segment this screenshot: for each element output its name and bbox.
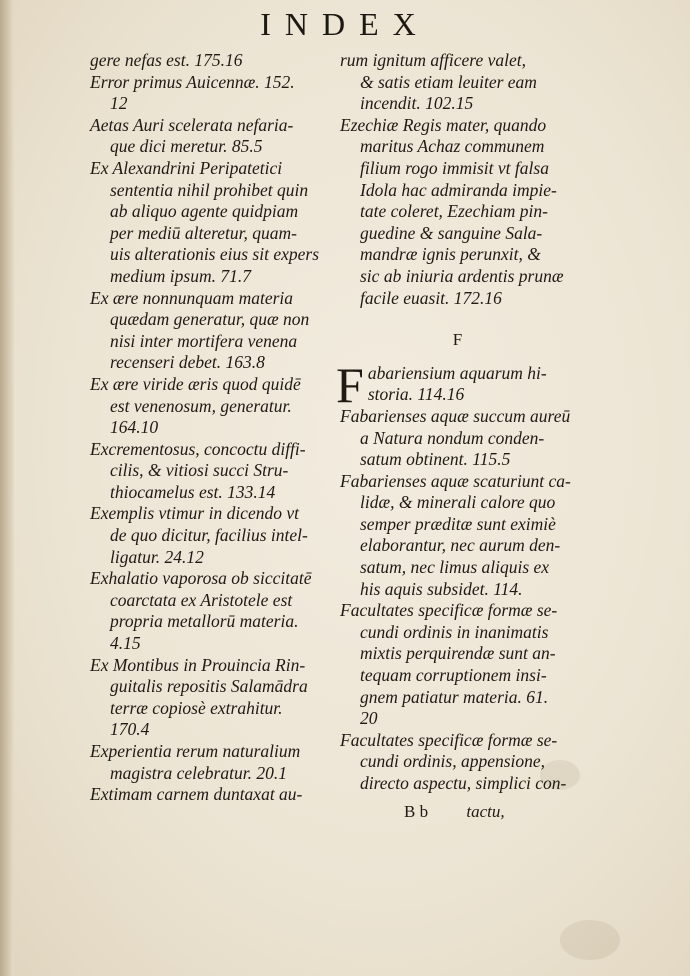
index-entry-line: Exhalatio vaporosa ob siccitatē xyxy=(90,568,312,589)
right-column-e-entries xyxy=(340,50,576,309)
index-entry-line: Facultates specificæ formæ se- xyxy=(340,600,558,621)
index-entry-line: semper præditæ sunt eximiè xyxy=(360,513,556,534)
index-entry xyxy=(90,115,330,158)
index-entry-line: uis alterationis eius sit expers xyxy=(110,244,320,265)
index-entry-line: Ex ære viride æris quod quidē xyxy=(90,373,301,394)
page-gutter xyxy=(0,0,14,976)
index-entry-line: tequam corruptionem insi- xyxy=(360,665,547,686)
index-entry xyxy=(90,50,330,72)
index-entry-line: mandræ ignis perunxit, & xyxy=(360,244,541,265)
index-entry-line: quædam generatur, quæ non xyxy=(110,309,310,330)
index-entry-line: satum obtinent. 115.5 xyxy=(360,449,511,470)
page-footer xyxy=(404,802,505,822)
index-entry xyxy=(90,288,330,374)
index-entry-line: ab aliquo agente quidpiam xyxy=(110,201,299,222)
index-entry-line: elaborantur, nec aurum den- xyxy=(360,535,561,556)
index-entry xyxy=(90,439,330,504)
signature-mark: B b xyxy=(404,802,429,821)
index-entry xyxy=(90,374,330,439)
index-entry xyxy=(90,568,330,654)
index-entry-line: filium rogo immisit vt falsa xyxy=(360,157,549,178)
index-entry-line: que dici meretur. 85.5 xyxy=(110,136,263,157)
index-entry-line: sic ab iniuria ardentis prunæ xyxy=(360,265,564,286)
index-entry-line: Exemplis vtimur in dicendo vt xyxy=(90,503,299,524)
index-entry-line: cundi ordinis, appensione, xyxy=(360,751,546,772)
index-entry-line: Fabarienses aquæ succum aureū xyxy=(340,405,571,426)
index-entry-line: Experientia rerum naturalium xyxy=(90,741,301,761)
index-entry-line: medium ipsum. 71.7 xyxy=(110,265,251,286)
index-entry-line: Extimam carnem duntaxat au- xyxy=(90,784,303,805)
index-entry-line: gnem patiatur materia. 61. xyxy=(360,686,549,707)
index-entry-line: lidæ, & minerali calore quo xyxy=(360,492,556,513)
index-entry-line: & satis etiam leuiter eam xyxy=(360,71,537,92)
index-entry xyxy=(340,471,576,601)
index-entry-line: satum, nec limus aliquis ex xyxy=(360,557,550,578)
index-entry-line: sententia nihil prohibet quin xyxy=(110,179,309,200)
index-entry-line: ligatur. 24.12 xyxy=(110,546,204,567)
index-entry xyxy=(340,115,576,309)
index-entry-line: guedine & sanguine Sala- xyxy=(360,222,543,243)
index-entry xyxy=(90,158,330,288)
index-entry-line: Aetas Auri scelerata nefaria- xyxy=(90,114,294,135)
index-entry-line: Error primus Auicennæ. 152. xyxy=(90,71,295,92)
index-entry-line: gere nefas est. 175.16 xyxy=(90,50,243,70)
index-entry xyxy=(340,363,576,406)
page-stain xyxy=(560,920,620,960)
index-entry-line: nisi inter mortifera venena xyxy=(110,330,298,351)
index-entry-line: 12 xyxy=(110,93,128,114)
index-entry-line: de quo dicitur, facilius intel- xyxy=(110,525,308,546)
index-entry xyxy=(340,406,576,471)
right-column-f-entries xyxy=(340,363,576,795)
left-column xyxy=(90,50,330,806)
catchword: tactu, xyxy=(466,802,505,821)
index-entry-line: 4.15 xyxy=(110,633,141,654)
index-entry-line: Ex ære nonnunquam materia xyxy=(90,287,294,308)
index-entry-line: Facultates specificæ formæ se- xyxy=(340,729,558,750)
index-entry-line: Ex Alexandrini Peripatetici xyxy=(90,157,283,178)
index-entry-line: 164.10 xyxy=(110,417,159,438)
index-entry xyxy=(90,655,330,741)
index-entry-line: 170.4 xyxy=(110,719,150,740)
index-entry xyxy=(90,72,330,115)
index-entry-line: cilis, & vitiosi succi Stru- xyxy=(110,460,289,481)
index-entry-line: abariensium aquarum hi- xyxy=(367,362,547,383)
page-title: INDEX xyxy=(260,6,430,42)
index-entry-line: mixtis perquirendæ sunt an- xyxy=(360,643,556,664)
index-entry-line: terræ copiosè extrahitur. xyxy=(110,697,283,718)
index-entry-line: recenseri debet. 163.8 xyxy=(110,352,265,373)
index-entry-line: magistra celebratur. 20.1 xyxy=(110,762,287,783)
section-letter-f: F xyxy=(452,330,464,350)
index-entry-line: facile euasit. 172.16 xyxy=(360,287,502,308)
index-entry-line: directo aspectu, simplici con- xyxy=(360,773,567,793)
index-entry-line: 20 xyxy=(360,708,378,729)
index-entry xyxy=(340,600,576,730)
index-entry-line: Idola hac admiranda impie- xyxy=(360,179,557,200)
index-entry xyxy=(340,50,576,115)
index-entry-line: a Natura nondum conden- xyxy=(360,427,545,448)
index-entry-line: thiocamelus est. 133.14 xyxy=(110,481,276,502)
index-entry-line: cundi ordinis in inanimatis xyxy=(360,621,549,642)
index-entry xyxy=(340,730,576,795)
index-entry xyxy=(90,741,330,784)
index-entry-line: maritus Achaz communem xyxy=(360,136,545,157)
index-entry-line: incendit. 102.15 xyxy=(360,93,474,114)
index-entry xyxy=(90,503,330,568)
index-entry xyxy=(90,784,330,806)
drop-cap: F xyxy=(336,356,364,413)
index-entry-line: storia. 114.16 xyxy=(367,384,465,405)
index-entry-line: per mediū alteretur, quam- xyxy=(110,222,297,243)
index-entry-line: tate coleret, Ezechiam pin- xyxy=(360,201,548,222)
right-column xyxy=(336,50,576,795)
index-entry-line: Ex Montibus in Prouincia Rin- xyxy=(90,654,306,675)
index-entry-line: coarctata ex Aristotele est xyxy=(110,589,293,610)
index-entry-line: est venenosum, generatur. xyxy=(110,395,292,416)
index-entry-line: Fabarienses aquæ scaturiunt ca- xyxy=(340,470,571,491)
index-entry-line: guitalis repositis Salamādra xyxy=(110,676,308,697)
index-entry-line: rum ignitum afficere valet, xyxy=(340,50,526,70)
index-entry-line: Excrementosus, concoctu diffi- xyxy=(90,438,306,459)
index-entry-line: propria metallorū materia. xyxy=(110,611,299,632)
index-entry-line: his aquis subsidet. 114. xyxy=(360,578,523,599)
index-entry-line: Ezechiæ Regis mater, quando xyxy=(340,114,547,135)
